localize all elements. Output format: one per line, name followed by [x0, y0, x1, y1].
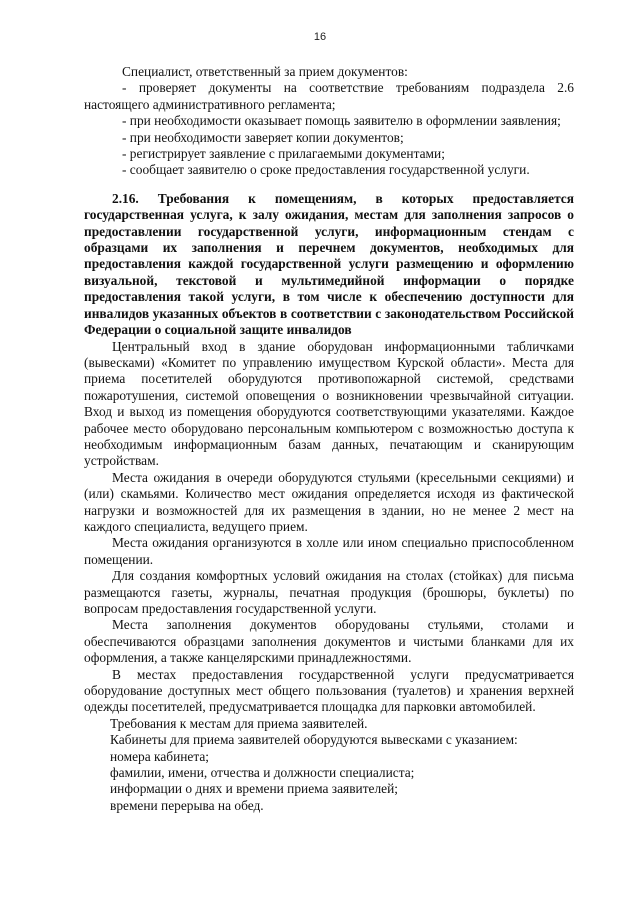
paragraph: Для создания комфортных условий ожидания на столах (стойках) для письма размещаются газеты, журналы, печатная продукция (брошюры, буклеты) по вопросам предоставления государственной услуги. — [84, 568, 574, 616]
paragraph: Места ожидания организуются в холле или ином специально приспособленном помещении. — [84, 535, 574, 567]
list-item: - при необходимости заверяет копии документов; — [122, 129, 404, 145]
paragraph: Специалист, ответственный за прием документов: — [122, 64, 408, 79]
list-item: информации о днях и времени приема заявителей; — [110, 781, 398, 797]
document-body — [84, 64, 574, 814]
list-item: - проверяет документы на соответствие требованиям подраздела 2.6 настоящего административного регламента; — [84, 80, 574, 112]
spacer — [84, 179, 574, 191]
list-item: номера кабинета; — [110, 748, 210, 764]
paragraph: В местах предоставления государственной услуги предусматривается оборудование доступных мест общего пользования (туалетов) и хранения верхней одежды посетителей, предусматривается площадка для парковки автомобилей. — [84, 666, 574, 715]
paragraph: Центральный вход в здание оборудован информационными табличками (вывесками) «Комитет по управлению имуществом Курской области». Места для приема посетителей оборудуются противопожарной системой, средствами пожаротушения, системой оповещения о возникновении чрезвычайной ситуации. Вход и выход из помещения оборудуются соответствующими указателями. Каждое рабочее место оборудовано персональным компьютером с возможностью доступа к необходимым информационным базам данных, печатающим и сканирующим устройствам. — [84, 338, 574, 469]
list-item: фамилии, имени, отчества и должности специалиста; — [110, 765, 415, 781]
paragraph: Места ожидания в очереди оборудуются стульями (кресельными секциями) и (или) скамьями. Количество мест ожидания определяется исходя из фактической нагрузки и возможностей для их размещения в здании, но не менее 2 мест на каждого специалиста, ведущего прием. — [84, 469, 574, 534]
list-item: - при необходимости оказывает помощь заявителю в оформлении заявления; — [122, 113, 561, 129]
list-item: - сообщает заявителю о сроке предоставления государственной услуги. — [122, 162, 530, 178]
section-heading: 2.16. Требования к помещениям, в которых предоставляется государственная услуга, к залу ожидания, местам для заполнения запросов о предоставлении государственной услуги, информационным стендам с образцами их заполнения и перечнем документов, необходимых для предоставления каждой государственной услуги размещению и оформлению визуальной, текстовой и мультимедийной информации о порядке предоставления такой услуги, в том числе к обеспечению доступности для инвалидов указанных объектов в соответствии с законодательством Российской Федерации о социальной защите инвалидов — [84, 190, 574, 338]
paragraph: Места заполнения документов оборудованы стульями, столами и обеспечиваются образцами заполнения документов и чистыми бланками для их оформления, а также канцелярскими принадлежностями. — [84, 617, 574, 666]
paragraph: Кабинеты для приема заявителей оборудуются вывесками с указанием: — [110, 732, 518, 748]
page-number: 16 — [313, 31, 327, 43]
list-item: - регистрирует заявление с прилагаемыми документами; — [122, 146, 445, 162]
list-item: времени перерыва на обед. — [110, 797, 264, 813]
paragraph: Требования к местам для приема заявителей. — [110, 715, 368, 731]
